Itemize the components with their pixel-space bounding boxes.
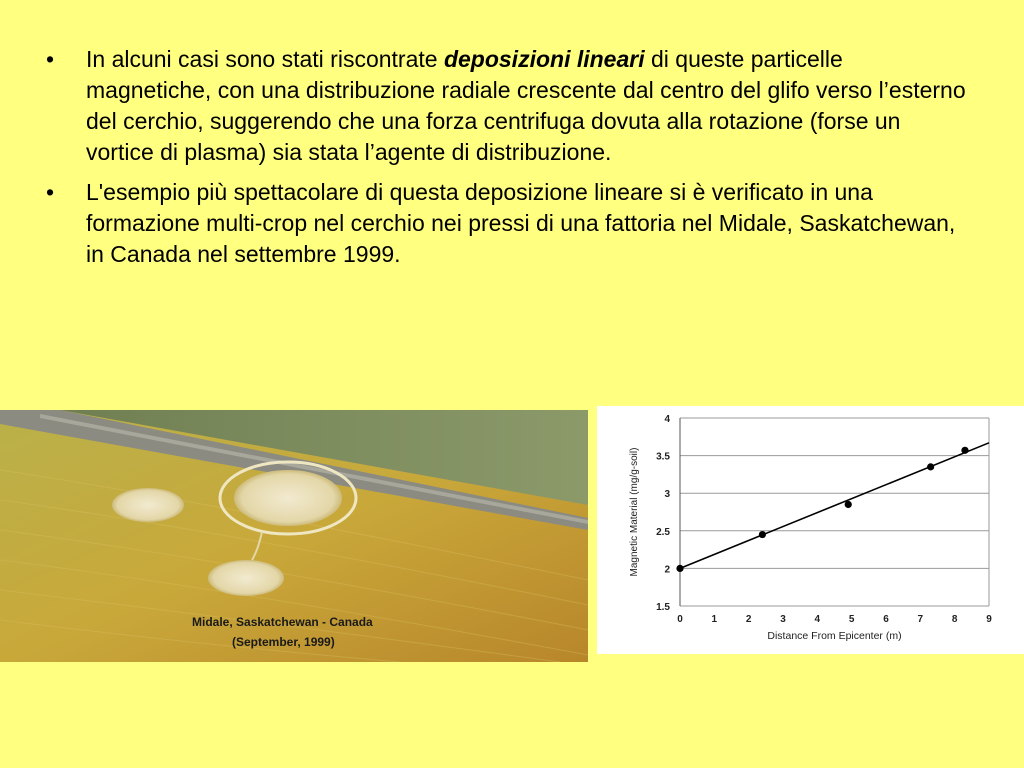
chart-data-point — [759, 531, 766, 538]
chart-grid — [680, 418, 989, 606]
chart-x-tick-label: 2 — [745, 614, 752, 625]
chart-data-point — [676, 565, 683, 572]
chart-x-tick-label: 4 — [814, 614, 821, 625]
chart-x-tick-label: 7 — [917, 614, 924, 625]
chart-data-point — [961, 447, 968, 454]
bullet-marker: • — [46, 179, 55, 205]
bullet-text: In alcuni casi sono stati riscontrate — [86, 46, 444, 72]
chart-series — [676, 443, 989, 572]
chart-x-tick-label: 5 — [848, 614, 855, 625]
chart-y-axis-label: Magnetic Material (mg/g-soil) — [629, 447, 640, 577]
chart-x-tick-label: 9 — [986, 614, 992, 625]
chart-x-tick-label: 0 — [677, 614, 683, 625]
chart-svg — [597, 406, 1024, 654]
bullet-item — [44, 177, 974, 270]
chart-y-tick-label: 2.5 — [656, 526, 670, 538]
chart-y-tick-label: 2 — [664, 564, 670, 576]
chart-data-point — [927, 463, 934, 470]
bullet-text: di queste particelle magnetiche, con una distribuzione radiale crescente dal centro del glifo verso l’esterno del cerchio, suggerendo che una forza centrifuga dovuta alla rotazione (forse un vortice di plasma) sia stata l’agente di distribuzione. — [86, 46, 966, 165]
crop-circle-photo — [0, 410, 588, 662]
chart-data-point — [845, 501, 852, 508]
photo-caption-line1: Midale, Saskatchewan - Canada — [192, 615, 373, 629]
chart-y-tick-label: 3.5 — [656, 451, 670, 463]
bullet-list — [44, 44, 974, 279]
chart-x-tick-label: 8 — [951, 614, 958, 625]
chart-x-axis-label: Distance From Epicenter (m) — [767, 630, 902, 642]
magnetic-material-chart — [597, 406, 1024, 654]
chart-x-tick-label: 1 — [711, 614, 718, 625]
chart-axes — [680, 418, 989, 606]
chart-x-tick-label: 3 — [780, 614, 786, 625]
bullet-text: L'esempio più spettacolare di questa deposizione lineare si è verificato in una formazione multi-crop nel cerchio nei pressi di una fattoria nel Midale, Saskatchewan, in Canada nel settembre 1999. — [86, 179, 956, 267]
bullet-emphasis: deposizioni lineari — [443, 46, 645, 72]
bullet-item — [44, 44, 974, 168]
chart-y-tick-label: 1.5 — [656, 602, 670, 613]
chart-trendline — [680, 443, 989, 569]
bullet-marker: • — [46, 46, 55, 72]
chart-y-tick-label: 3 — [664, 489, 670, 501]
chart-y-tick-label: 4 — [664, 414, 670, 425]
chart-ticks — [656, 414, 992, 625]
chart-x-tick-label: 6 — [883, 614, 889, 625]
photo-caption-line2: (September, 1999) — [232, 635, 335, 649]
